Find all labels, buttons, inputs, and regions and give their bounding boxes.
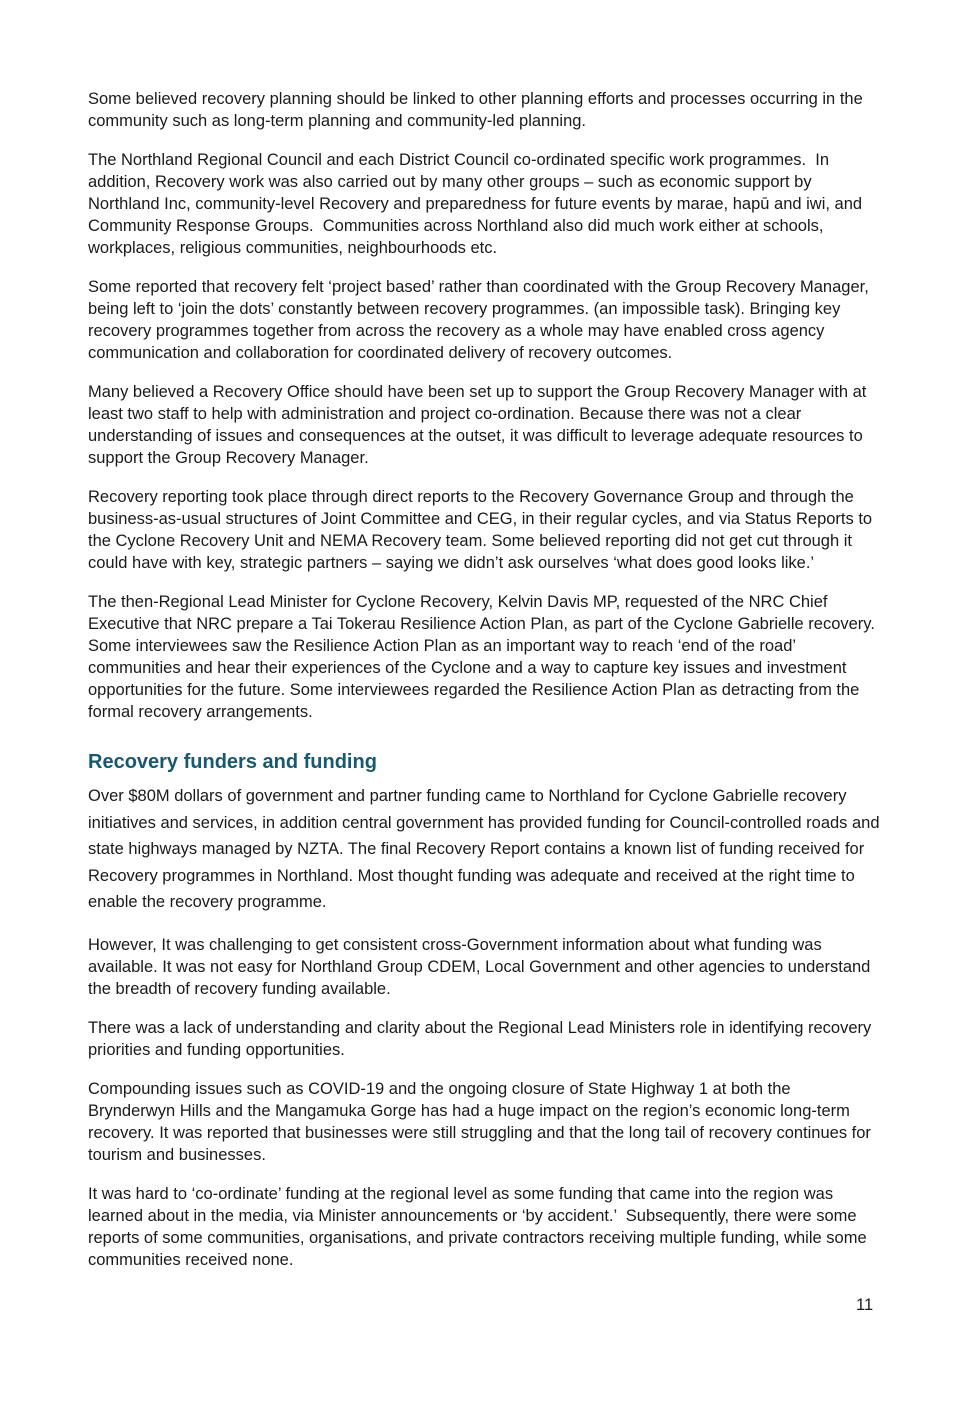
body-paragraph: The Northland Regional Council and each District Council co-ordinated specific work programmes. In addition, Recovery work was also carried out by many other groups – such as economic support by Northland Inc, community-level Recovery and preparedness for future events by marae, hapū and iwi, and Community Response Groups. Communities across Northland also did much work either at schools, workplaces, religious communities, neighbourhoods etc. <box>88 151 867 257</box>
body-paragraph: It was hard to ‘co-ordinate’ funding at the regional level as some funding that came into the region was learned about in the media, via Minister announcements or ‘by accident.’ Subsequently, there were some reports of some communities, organisations, and private contractors receiving multiple funding, while some communities received none. <box>88 1184 872 1269</box>
body-paragraph: Over $80M dollars of government and partner funding came to Northland for Cyclone Gabrielle recovery initiatives and services, in addition central government has provided funding for Council-controlled roads and state highways managed by NZTA. The final Recovery Report contains a known list of funding received for Recovery programmes in Northland. Most thought funding was adequate and received at the right time to enable the recovery programme. <box>88 787 885 911</box>
body-paragraph: Many believed a Recovery Office should have been set up to support the Group Recovery Manager with at least two staff to help with administration and project co-ordination. Because there was not a clear understanding of issues and consequences at the outset, it was difficult to leverage adequate resources to support the Group Recovery Manager. <box>88 383 871 467</box>
section-heading: Recovery funders and funding <box>88 751 377 773</box>
body-paragraph: Some reported that recovery felt ‘project based’ rather than coordinated with the Group Recovery Manager, being left to ‘join the dots’ constantly between recovery programmes. (an impossible task). Bringing key recovery programmes together from across the recovery as a whole may have enabled cross agency communication and collaboration for coordinated delivery of recovery outcomes. <box>88 278 874 362</box>
page-number: 11 <box>856 1296 874 1314</box>
body-paragraph: There was a lack of understanding and clarity about the Regional Lead Ministers role in identifying recovery priorities and funding opportunities. <box>88 1018 876 1059</box>
body-paragraph: Recovery reporting took place through direct reports to the Recovery Governance Group and through the business-as-usual structures of Joint Committee and CEG, in their regular cycles, and via Status Reports to the Cyclone Recovery Unit and NEMA Recovery team. Some believed reporting did not get cut through it could have with key, strategic partners – saying we didn’t ask ourselves ‘what does good looks like.’ <box>88 488 877 572</box>
body-paragraph: However, It was challenging to get consistent cross-Government information about what funding was available. It was not easy for Northland Group CDEM, Local Government and other agencies to understand the breadth of recovery funding available. <box>88 935 875 998</box>
document-body <box>88 88 885 1288</box>
body-paragraph: Compounding issues such as COVID-19 and the ongoing closure of State Highway 1 at both the Brynderwyn Hills and the Mangamuka Gorge has had a huge impact on the region’s economic long-term recovery. It was reported that businesses were still struggling and that the long tail of recovery continues for tourism and businesses. <box>88 1079 876 1164</box>
body-paragraph: Some believed recovery planning should be linked to other planning efforts and processes occurring in the community such as long-term planning and community-led planning. <box>88 90 868 130</box>
body-paragraph: The then-Regional Lead Minister for Cyclone Recovery, Kelvin Davis MP, requested of the NRC Chief Executive that NRC prepare a Tai Tokerau Resilience Action Plan, as part of the Cyclone Gabrielle recovery. Some interviewees saw the Resilience Action Plan as an important way to reach ‘end of the road’ communities and hear their experiences of the Cyclone and a way to capture key issues and investment opportunities for the future. Some interviewees regarded the Resilience Action Plan as detracting from the formal recovery arrangements. <box>88 593 885 721</box>
